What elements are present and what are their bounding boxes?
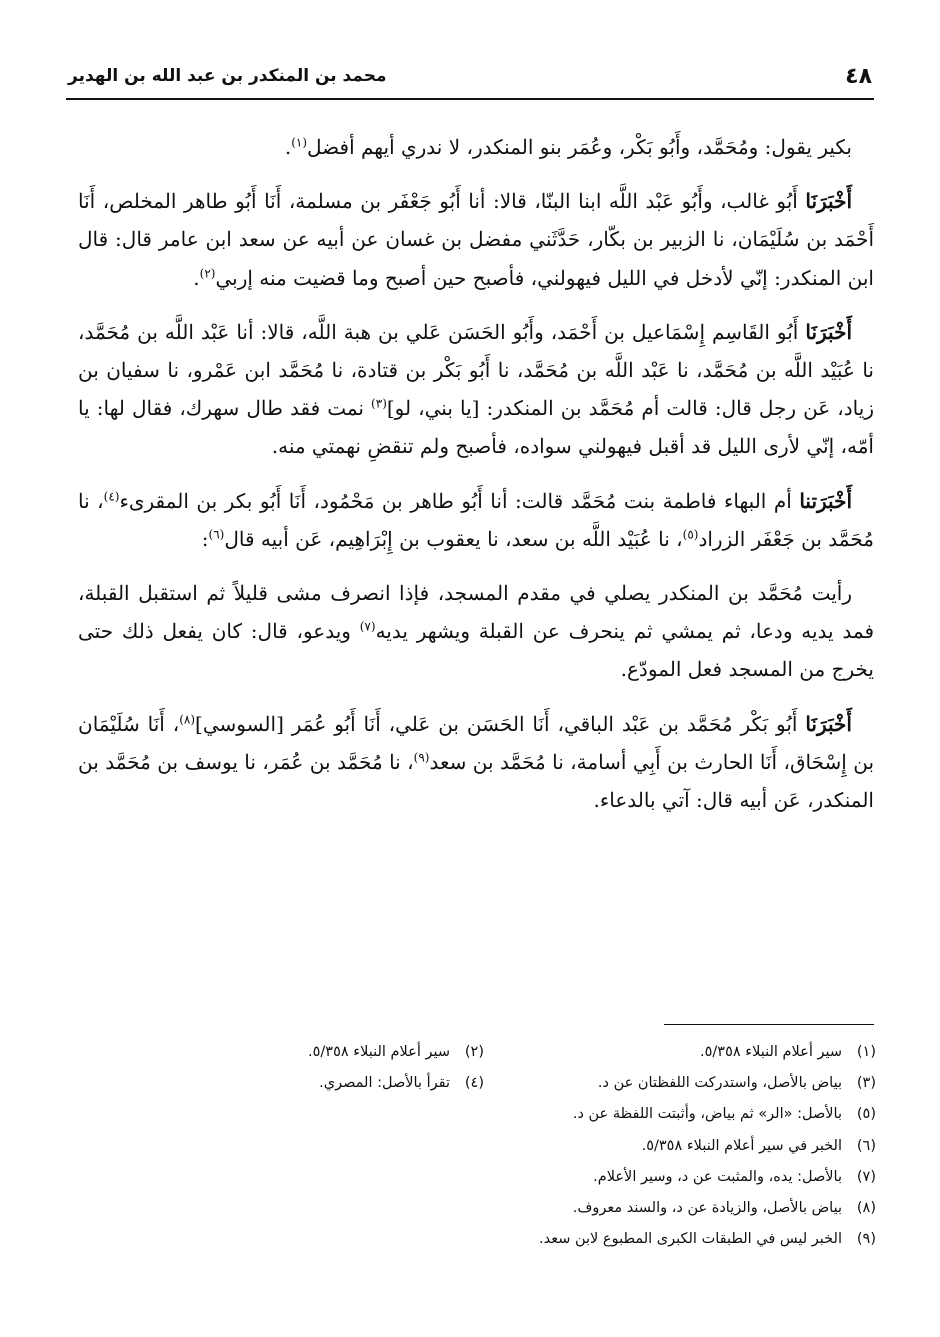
footnote — [308, 1044, 484, 1060]
text-run: نمت فقد طال سهرك، فقال لها: يا أمّه، إنّي لأرى الليل قد أقبل فيهولني سواده، فأصبح ولم تنقضِ نهمتي منه. — [78, 396, 874, 459]
footnote-row — [240, 1036, 876, 1067]
footnote-text: سير أعلام النبلاء ٥/٣٥٨. — [308, 1043, 450, 1060]
text-run: . — [193, 265, 200, 290]
text-run: أَبُو بَكْر مُحَمَّد بن عَبْد الباقي، أَنَا الحَسَن بن عَلي، أَنَا أَبُو عُمَر [السوسي] — [195, 711, 806, 736]
footnote-reference: (٩) — [413, 750, 430, 765]
footnote-reference: (٧) — [359, 619, 376, 634]
footnote-reference: (٣) — [371, 396, 387, 411]
footnote — [642, 1138, 876, 1154]
footnote-number: (٦) — [856, 1137, 876, 1154]
footnote-number: (٧) — [856, 1168, 876, 1185]
footnote — [573, 1200, 876, 1216]
footnote-reference: (٤) — [103, 488, 120, 503]
paragraph — [78, 313, 874, 466]
footnote-text: سير أعلام النبلاء ٥/٣٥٨. — [700, 1043, 842, 1060]
footnotes — [240, 1036, 876, 1255]
page-header — [66, 58, 874, 100]
text-run: أَبُو القَاسِم إِسْمَاعيل بن أَحْمَد، وأَبُو الحَسَن عَلي بن هبة اللَّه، قالا: أنا عَبْد اللَّه بن مُحَمَّد، نا عُبَيْد اللَّه بن مُحَمَّد، نا عَبْد اللَّه بن مُحَمَّد، نا أَبُو بَكْر بن قتادة، نا مُحَمَّد ابن عَمْرو، نا سفيان بن زياد، عَن رجل قال: قالت أم مُحَمَّد بن المنكدر: [يا بني، لو] — [78, 319, 875, 421]
footnote — [319, 1075, 484, 1091]
paragraph — [78, 574, 874, 689]
footnote-row — [240, 1099, 876, 1130]
footnote-row — [240, 1224, 876, 1255]
footnote-text: بالأصل: يده، والمثبت عن د، وسير الأعلام. — [593, 1168, 842, 1185]
text-run: ، أَنَا سُلَيْمَان بن إِسْحَاق، أَنَا الحارث بن أَبِي أسامة، نا مُحَمَّد بن سعد — [78, 711, 875, 774]
text-run: ، نا عُبَيْد اللَّه بن سعد، نا يعقوب بن إِبْرَاهِيم، عَن أبيه قال — [224, 526, 683, 551]
paragraph — [78, 705, 874, 820]
footnote — [484, 1075, 876, 1091]
footnote-reference: (٢) — [199, 265, 216, 280]
text-run: رأيت مُحَمَّد بن المنكدر يصلي في مقدم المسجد، فإذا انصرف مشى قليلاً ثم استقبل القبلة، فمد يديه ودعا، ثم يمشي ثم ينحرف عن القبلة ويشهر يديه — [78, 581, 874, 644]
footnote-text: الخبر ليس في الطبقات الكبرى المطبوع لابن سعد. — [539, 1231, 842, 1248]
footnote-number: (٩) — [856, 1231, 876, 1248]
footnote-text: بياض بالأصل، واستدركت اللفظتان عن د. — [597, 1074, 842, 1091]
footnote-number: (٨) — [856, 1200, 876, 1217]
main-text — [78, 128, 874, 835]
footnote-reference: (٦) — [208, 527, 225, 542]
text-run: ، نا مُحَمَّد بن عُمَر، نا يوسف بن مُحَمَّد بن المنكدر، عَن أبيه قال: آتي بالدعاء. — [78, 749, 874, 813]
text-run: . — [284, 135, 292, 159]
footnote-number: (١) — [856, 1043, 876, 1060]
isnad-keyword: أَخْبَرَتنا — [799, 488, 852, 513]
footnote-number: (٤) — [464, 1074, 484, 1091]
footnote-number: (٥) — [856, 1106, 876, 1123]
footnote-row — [240, 1067, 876, 1098]
footnote-text: تقرأ بالأصل: المصري. — [319, 1074, 450, 1091]
footnote-row — [240, 1130, 876, 1161]
footnote — [573, 1106, 876, 1122]
footnote-row — [240, 1192, 876, 1223]
footnote-reference: (١) — [291, 135, 308, 150]
page-number: ٤٨ — [845, 64, 872, 89]
isnad-keyword: أَخْبَرَنَا — [805, 711, 852, 736]
text-run: : — [201, 526, 209, 551]
paragraph — [78, 182, 874, 297]
header-rule — [66, 98, 874, 100]
footnote-reference: (٨) — [179, 711, 196, 726]
running-title: محمد بن المنكدر بن عبد الله بن الهدير — [68, 66, 387, 86]
footnote-reference: (٥) — [682, 527, 699, 542]
footnote-separator — [664, 1024, 874, 1025]
footnote — [484, 1044, 876, 1060]
isnad-keyword: أَخْبَرَنَا — [805, 319, 852, 344]
text-run: أَبُو غالب، وأَبُو عَبْد اللَّه ابنا البنّا، قالا: أنا أَبُو جَعْفَر بن مسلمة، أَنَا أَبُو طاهر المخلص، أَنَا أَحْمَد بن سُلَيْمَان، نا الزبير بن بكّار، حَدَّثَني مفضل بن غسان عن أبيه عن سعد ابن عامر قال: قال ابن المنكدر: إنّي لأدخل في الليل فيهولني، فأصبح حين أصبح وما قضيت منه إربي — [78, 189, 874, 290]
paragraph — [78, 482, 874, 558]
text-run: ، نا مُحَمَّد بن جَعْفَر الزراد — [78, 488, 874, 551]
text-run: أم البهاء فاطمة بنت مُحَمَّد قالت: أنا أَبُو طاهر بن مَحْمُود، أَنَا أَبُو بكر بن المقرىء — [119, 488, 800, 513]
footnote-row — [240, 1161, 876, 1192]
footnote-number: (٢) — [464, 1043, 484, 1060]
footnote-text: بياض بالأصل، والزيادة عن د، والسند معروف. — [572, 1200, 842, 1217]
footnote — [593, 1169, 876, 1185]
text-run: ويدعو، قال: كان يفعل ذلك حتى يخرج من المسجد فعل المودّع. — [78, 619, 874, 682]
footnote-text: بالأصل: «الر» ثم بياض، وأثبتت اللفظة عن د. — [572, 1106, 842, 1123]
text-run: بكير يقول: ومُحَمَّد، وأَبُو بَكْر، وعُمَر بنو المنكدر، لا ندري أيهم أفضل — [307, 135, 852, 159]
footnote — [539, 1231, 876, 1247]
paragraph — [78, 128, 874, 166]
isnad-keyword: أَخْبَرَنَا — [805, 189, 852, 214]
footnote-text: الخبر في سير أعلام النبلاء ٥/٣٥٨. — [641, 1137, 842, 1154]
footnote-number: (٣) — [856, 1074, 876, 1091]
